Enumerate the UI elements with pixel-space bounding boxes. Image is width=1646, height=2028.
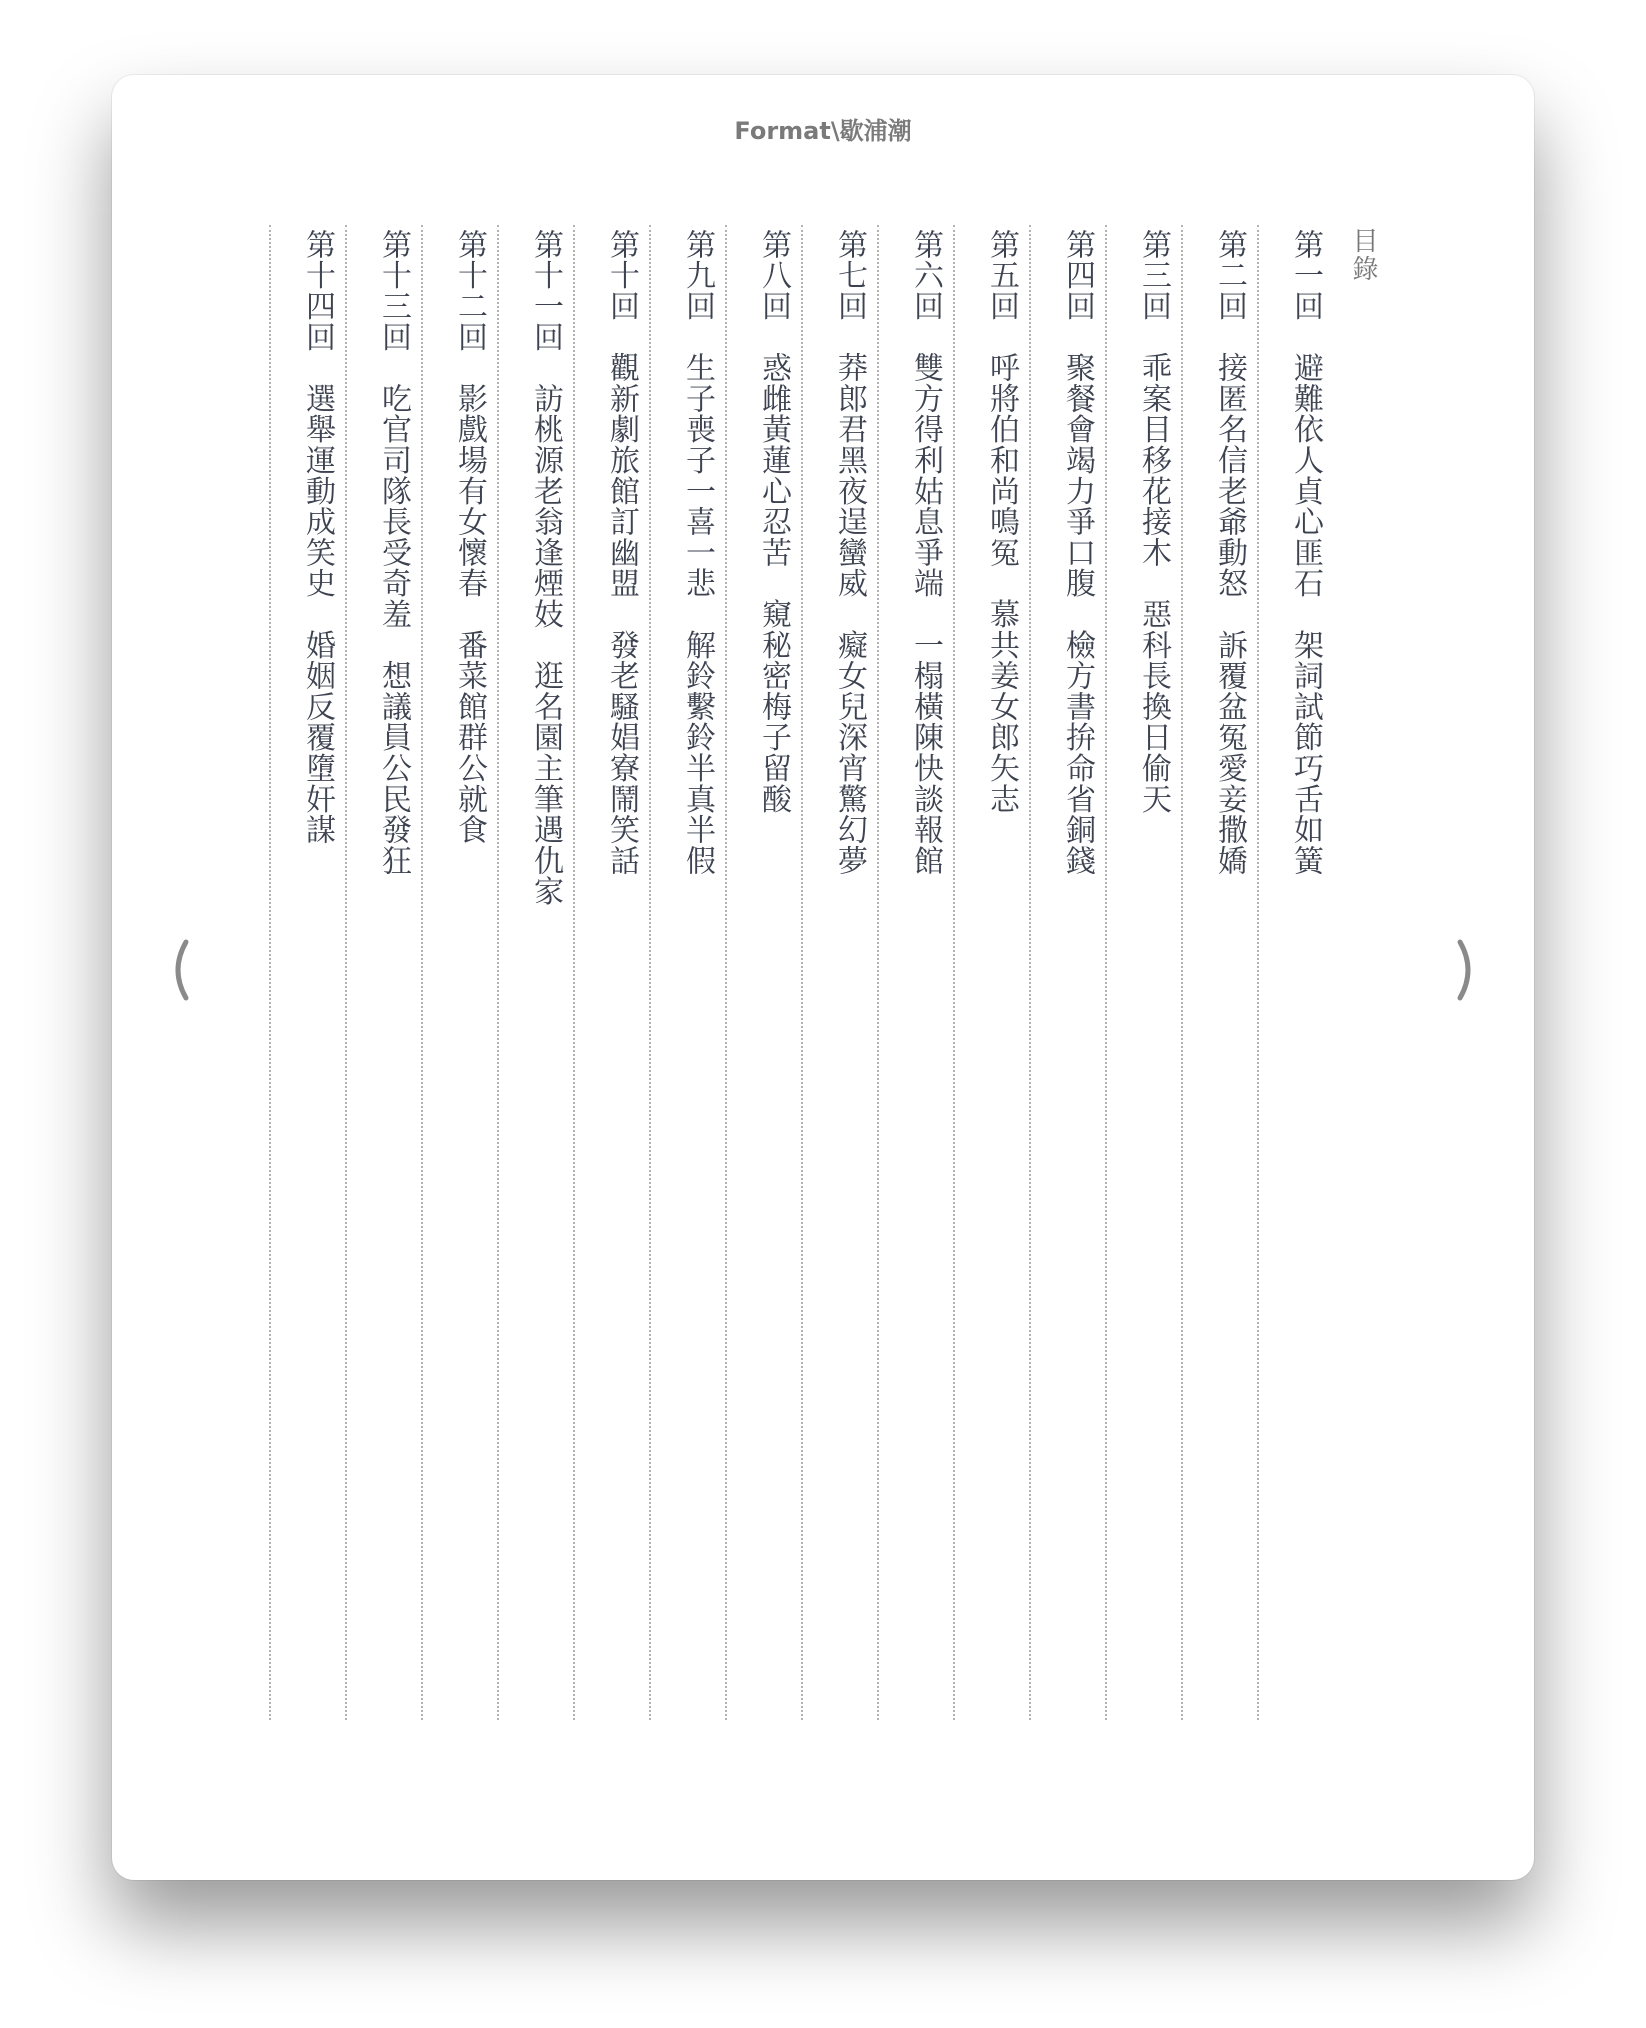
toc-entry-text [1209,229,1249,876]
toc-entry-text [373,229,413,876]
chapter-title: 呼將伯和尚鳴冤 慕共姜女郎矢志 [984,352,1019,815]
chapter-number: 第九回 [680,229,715,322]
chevron-right-icon [1440,930,1490,1010]
toc-entry-4[interactable] [1029,225,1105,1720]
chapter-title: 訪桃源老翁逢煙妓 逛名園主筆遇仇家 [528,383,563,907]
chapter-title: 避難依人貞心匪石 架詞試節巧舌如簧 [1288,352,1323,876]
toc-entry-text [601,229,641,876]
chapter-title: 觀新劇旅館訂幽盟 發老騷娼寮鬧笑話 [604,352,639,876]
toc-entry-12[interactable] [421,225,497,1720]
chapter-title: 聚餐會竭力爭口腹 檢方書拚命省銅錢 [1060,352,1095,876]
toc-entry-10[interactable] [573,225,649,1720]
chapter-number: 第十三回 [376,229,411,353]
toc-heading: 目錄 [1348,227,1378,283]
chapter-title: 生子喪子一喜一悲 解鈴繫鈴半真半假 [680,352,715,876]
window-title: Format\歇浦潮 [734,117,912,145]
toc-entry-14[interactable] [269,225,345,1720]
chapter-title: 吃官司隊長受奇羞 想議員公民發狂 [376,383,411,876]
chapter-title: 莽郎君黑夜逞蠻威 癡女兒深宵驚幻夢 [832,352,867,876]
toc-entry-2[interactable] [1181,225,1257,1720]
toc-entry-text [297,229,337,845]
chapter-title: 雙方得利姑息爭端 一榻橫陳快談報館 [908,352,943,876]
chapter-number: 第二回 [1212,229,1247,322]
chapter-number: 第四回 [1060,229,1095,322]
toc-entry-7[interactable] [801,225,877,1720]
chapter-number: 第七回 [832,229,867,322]
previous-page-button[interactable] [156,930,206,1010]
toc-entry-text [1285,229,1325,876]
chapter-number: 第十四回 [300,229,335,353]
toc-entry-text [753,229,793,814]
toc-entry-text [525,229,565,907]
chapter-title: 選舉運動成笑史 婚姻反覆墮奸謀 [300,383,335,846]
toc-entry-text [1133,229,1173,814]
chapter-number: 第八回 [756,229,791,322]
toc-entry-3[interactable] [1105,225,1181,1720]
toc-entry-text [905,229,945,876]
chapter-number: 第十回 [604,229,639,322]
chapter-title: 惑雌黃蓮心忍苦 窺秘密梅子留酸 [756,352,791,815]
toc-entry-text [981,229,1021,814]
toc-entry-1[interactable] [1257,225,1333,1720]
toc-entry-9[interactable] [649,225,725,1720]
toc-entry-11[interactable] [497,225,573,1720]
next-page-button[interactable] [1440,930,1490,1010]
chapter-number: 第十二回 [452,229,487,353]
chapter-number: 第一回 [1288,229,1323,322]
chapter-number: 第三回 [1136,229,1171,322]
toc-entry-6[interactable] [877,225,953,1720]
toc-entry-text [1057,229,1097,876]
toc-entry-text [677,229,717,876]
chapter-title: 乖案目移花接木 惡科長換日偷天 [1136,352,1171,815]
toc-entry-text [449,229,489,845]
toc-entry-8[interactable] [725,225,801,1720]
toc-entry-13[interactable] [345,225,421,1720]
chapter-number: 第五回 [984,229,1019,322]
chevron-left-icon [156,930,206,1010]
toc-page [112,75,1534,1880]
chapter-number: 第十一回 [528,229,563,353]
chapter-number: 第六回 [908,229,943,322]
toc-entry-5[interactable] [953,225,1029,1720]
chapter-title: 接匿名信老爺動怒 訴覆盆冤愛妾撒嬌 [1212,352,1247,876]
chapter-title: 影戲場有女懷春 番菜館群公就食 [452,383,487,846]
reader-window [112,75,1534,1880]
toc-entry-text [829,229,869,876]
